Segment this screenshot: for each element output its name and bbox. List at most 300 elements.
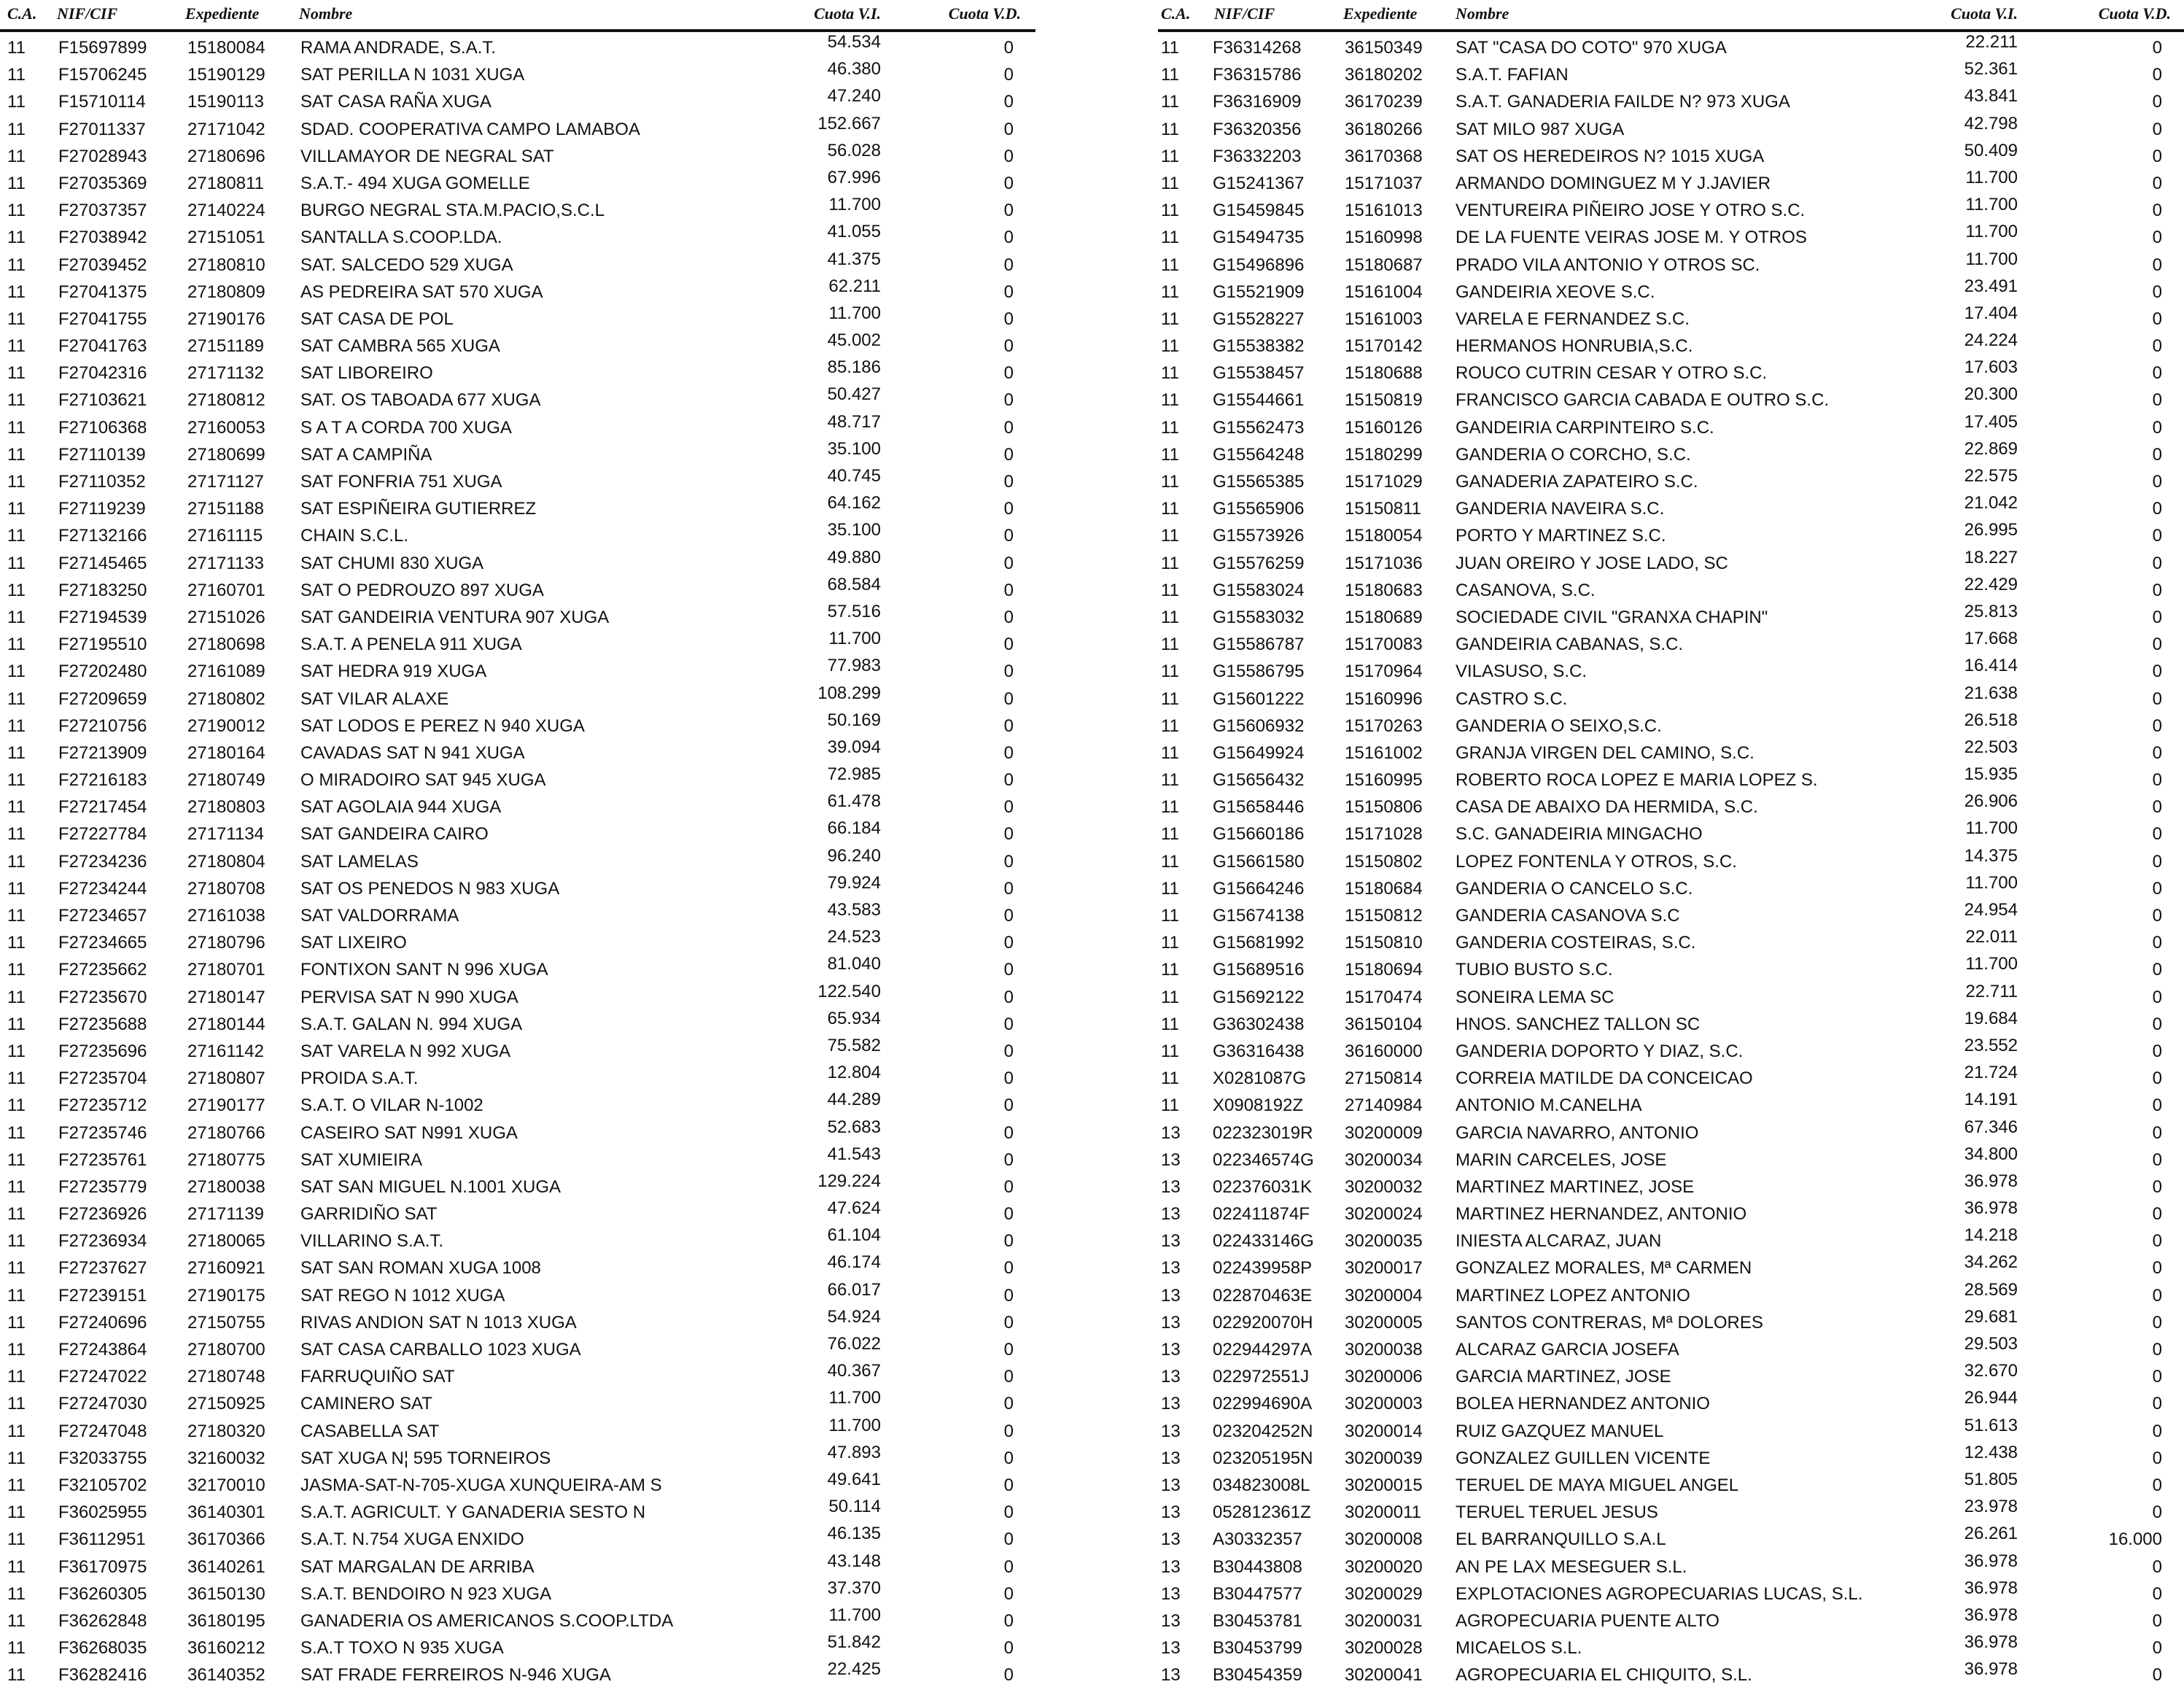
cell-nombre: MICAELOS S.L.: [1456, 1638, 1582, 1659]
table-row: [1158, 1334, 2184, 1361]
cell-ca: 11: [1161, 38, 1179, 58]
table-row: [0, 602, 1035, 629]
cell-nombre: SAT MILO 987 XUGA: [1456, 119, 1625, 139]
cell-nombre: SAT LODOS E PEREZ N 940 XUGA: [300, 715, 585, 736]
cell-ca: 11: [1161, 960, 1179, 980]
cell-ca: 11: [7, 1014, 26, 1034]
cell-cuota-vd: 0: [2152, 797, 2162, 818]
table-row: [1158, 954, 2184, 981]
cell-nif-cif: G15459845: [1213, 201, 1305, 221]
table-row: [0, 222, 1035, 249]
header-ca: C.A.: [1161, 4, 1191, 23]
table-row: [0, 114, 1035, 141]
cell-ca: 11: [7, 146, 26, 166]
cell-expediente: 15160995: [1345, 770, 1423, 791]
table-row: [0, 86, 1035, 113]
cell-nif-cif: F27243864: [58, 1340, 147, 1360]
cell-nif-cif: F36170975: [58, 1556, 147, 1577]
cell-expediente: 27190012: [187, 715, 265, 736]
cell-nombre: BOLEA HERNANDEZ ANTONIO: [1456, 1394, 1710, 1414]
cell-cuota-vd: 0: [2152, 906, 2162, 926]
table-row: [1158, 629, 2184, 656]
cell-nif-cif: F27227784: [58, 824, 147, 845]
cell-nif-cif: F27247030: [58, 1394, 147, 1414]
cell-cuota-vd: 0: [2152, 715, 2162, 736]
cell-nif-cif: G15606932: [1213, 715, 1305, 736]
cell-ca: 13: [1161, 1502, 1181, 1523]
cell-ca: 11: [1161, 282, 1179, 302]
cell-expediente: 36180195: [187, 1610, 265, 1631]
cell-cuota-vi: 11.700: [1965, 195, 2018, 215]
cell-cuota-vd: 0: [2152, 472, 2162, 492]
cell-cuota-vi: 61.478: [827, 791, 881, 812]
cell-ca: 13: [1161, 1231, 1181, 1252]
cell-cuota-vd: 0: [1003, 336, 1014, 357]
cell-nif-cif: 022972551J: [1213, 1367, 1310, 1387]
cell-cuota-vd: 0: [1003, 662, 1014, 682]
cell-nombre: SAT FONFRIA 751 XUGA: [300, 472, 502, 492]
cell-nombre: VENTUREIRA PIÑEIRO JOSE Y OTRO S.C.: [1456, 201, 1806, 221]
cell-cuota-vi: 37.370: [827, 1578, 881, 1598]
cell-ca: 11: [1161, 255, 1179, 275]
cell-ca: 11: [1161, 933, 1179, 953]
cell-expediente: 36180266: [1345, 119, 1423, 139]
cell-expediente: 15161002: [1345, 742, 1423, 763]
cell-cuota-vd: 0: [1003, 1421, 1014, 1441]
left-column: [0, 0, 1035, 1686]
cell-expediente: 27171042: [187, 119, 265, 139]
cell-cuota-vi: 47.240: [827, 86, 881, 106]
cell-cuota-vd: 0: [2152, 282, 2162, 302]
table-header: [1158, 0, 2184, 32]
cell-nif-cif: F36112951: [58, 1529, 146, 1550]
cell-nif-cif: G15661580: [1213, 851, 1305, 872]
cell-ca: 11: [7, 689, 26, 709]
cell-nombre: GANDERIA O CANCELO S.C.: [1456, 878, 1693, 899]
cell-ca: 11: [7, 1448, 26, 1468]
cell-cuota-vd: 0: [1003, 1204, 1014, 1225]
cell-nif-cif: F36315786: [1213, 65, 1302, 85]
table-row: [1158, 1524, 2184, 1551]
cell-nif-cif: F27039452: [58, 255, 147, 275]
cell-cuota-vi: 24.523: [827, 927, 881, 947]
cell-cuota-vi: 65.934: [827, 1008, 881, 1028]
table-row: [0, 276, 1035, 303]
cell-nif-cif: 023205195N: [1213, 1448, 1313, 1468]
cell-expediente: 27180810: [187, 255, 265, 275]
cell-cuota-vd: 0: [1003, 1367, 1014, 1387]
cell-expediente: 15171028: [1345, 824, 1423, 845]
cell-nombre: SOCIEDADE CIVIL "GRANXA CHAPIN": [1456, 607, 1768, 627]
cell-ca: 13: [1161, 1204, 1181, 1225]
cell-nif-cif: G15241367: [1213, 173, 1305, 193]
cell-nombre: GRANJA VIRGEN DEL CAMINO, S.C.: [1456, 742, 1754, 763]
cell-cuota-vd: 0: [2152, 878, 2162, 899]
cell-nif-cif: F36025955: [58, 1502, 147, 1523]
table-row: [0, 873, 1035, 900]
cell-cuota-vi: 76.022: [827, 1334, 881, 1354]
cell-ca: 11: [1161, 742, 1179, 763]
cell-nombre: HERMANOS HONRUBIA,S.C.: [1456, 336, 1693, 357]
cell-nombre: SAT HEDRA 919 XUGA: [300, 662, 487, 682]
cell-ca: 11: [7, 770, 26, 791]
cell-expediente: 36170368: [1345, 146, 1423, 166]
header-expediente: Expediente: [1343, 4, 1418, 23]
cell-nif-cif: F27041755: [58, 309, 147, 329]
cell-nombre: CAMINERO SAT: [300, 1394, 432, 1414]
cell-ca: 13: [1161, 1176, 1181, 1197]
cell-ca: 11: [1161, 363, 1179, 384]
cell-cuota-vi: 66.184: [827, 818, 881, 839]
cell-nif-cif: 052812361Z: [1213, 1502, 1311, 1523]
cell-ca: 11: [7, 580, 26, 600]
cell-ca: 13: [1161, 1665, 1181, 1686]
cell-nombre: VILLAMAYOR DE NEGRAL SAT: [300, 146, 554, 166]
cell-nif-cif: F27028943: [58, 146, 147, 166]
cell-nif-cif: F27235696: [58, 1041, 147, 1061]
cell-cuota-vi: 67.996: [827, 167, 881, 187]
cell-nif-cif: G15656432: [1213, 770, 1305, 791]
table-row: [1158, 764, 2184, 791]
cell-cuota-vi: 40.367: [827, 1361, 881, 1381]
cell-cuota-vi: 21.724: [1964, 1063, 2018, 1083]
cell-expediente: 27151051: [187, 228, 265, 248]
cell-nif-cif: F27234236: [58, 851, 147, 872]
cell-nif-cif: B30447577: [1213, 1583, 1302, 1604]
cell-ca: 11: [7, 1095, 26, 1116]
cell-cuota-vd: 0: [2152, 173, 2162, 193]
cell-nombre: GANDEIRIA XEOVE S.C.: [1456, 282, 1655, 302]
cell-nombre: SAT. SALCEDO 529 XUGA: [300, 255, 513, 275]
table-row: [1158, 1605, 2184, 1632]
cell-nif-cif: F36320356: [1213, 119, 1302, 139]
cell-expediente: 27180065: [187, 1231, 265, 1252]
table-row: [1158, 818, 2184, 845]
cell-expediente: 15170142: [1345, 336, 1423, 357]
cell-expediente: 36140352: [187, 1665, 265, 1686]
cell-cuota-vi: 129.224: [817, 1171, 881, 1191]
cell-nombre: EL BARRANQUILLO S.A.L: [1456, 1529, 1666, 1550]
cell-cuota-vi: 28.569: [1964, 1279, 2018, 1300]
cell-nombre: GANDERIA O SEIXO,S.C.: [1456, 715, 1662, 736]
cell-cuota-vi: 39.094: [827, 737, 881, 757]
cell-expediente: 30200041: [1345, 1665, 1423, 1686]
cell-expediente: 15150810: [1345, 933, 1423, 953]
cell-cuota-vd: 0: [2152, 1665, 2162, 1686]
cell-cuota-vi: 42.798: [1964, 113, 2018, 133]
cell-expediente: 30200004: [1345, 1285, 1423, 1306]
cell-expediente: 27160701: [187, 580, 265, 600]
cell-cuota-vi: 36.978: [1964, 1659, 2018, 1680]
cell-ca: 11: [7, 526, 26, 546]
cell-nif-cif: F27145465: [58, 553, 147, 573]
cell-nif-cif: G15692122: [1213, 987, 1305, 1007]
table-row: [1158, 1551, 2184, 1578]
cell-expediente: 15161013: [1345, 201, 1423, 221]
cell-ca: 13: [1161, 1556, 1181, 1577]
cell-nif-cif: 034823008L: [1213, 1475, 1310, 1495]
cell-expediente: 15180299: [1345, 444, 1423, 465]
table-row: [0, 1632, 1035, 1659]
cell-expediente: 15180684: [1345, 878, 1423, 899]
cell-cuota-vi: 36.978: [1964, 1632, 2018, 1653]
cell-cuota-vi: 22.711: [1965, 981, 2018, 1001]
cell-ca: 11: [7, 1556, 26, 1577]
cell-cuota-vi: 54.924: [827, 1306, 881, 1327]
cell-expediente: 32170010: [187, 1475, 265, 1495]
cell-expediente: 27180038: [187, 1176, 265, 1197]
cell-nombre: VILLARINO S.A.T.: [300, 1231, 444, 1252]
cell-ca: 11: [7, 553, 26, 573]
cell-nombre: AS PEDREIRA SAT 570 XUGA: [300, 282, 543, 302]
cell-ca: 11: [7, 1367, 26, 1387]
cell-cuota-vd: 0: [1003, 1638, 1014, 1659]
cell-expediente: 36160000: [1345, 1041, 1423, 1061]
cell-nif-cif: G15601222: [1213, 689, 1305, 709]
cell-cuota-vi: 35.100: [827, 438, 881, 459]
cell-nombre: CASTRO S.C.: [1456, 689, 1568, 709]
cell-cuota-vd: 0: [2152, 689, 2162, 709]
cell-cuota-vd: 0: [1003, 715, 1014, 736]
cell-expediente: 27190175: [187, 1285, 265, 1306]
cell-nif-cif: G15538457: [1213, 363, 1305, 384]
cell-nif-cif: F27035369: [58, 173, 147, 193]
cell-cuota-vd: 0: [2152, 92, 2162, 112]
cell-nif-cif: F36332203: [1213, 146, 1302, 166]
cell-nombre: GARCIA MARTINEZ, JOSE: [1456, 1367, 1671, 1387]
cell-nombre: CASA DE ABAIXO DA HERMIDA, S.C.: [1456, 797, 1758, 818]
cell-expediente: 30200035: [1345, 1231, 1423, 1252]
table-row: [1158, 1144, 2184, 1171]
cell-cuota-vd: 0: [1003, 1095, 1014, 1116]
cell-cuota-vi: 68.584: [827, 574, 881, 594]
table-row: [0, 1578, 1035, 1605]
cell-cuota-vd: 0: [2152, 851, 2162, 872]
cell-ca: 11: [7, 1149, 26, 1170]
cell-expediente: 36150104: [1345, 1014, 1423, 1034]
table-row: [0, 439, 1035, 466]
cell-cuota-vi: 40.745: [827, 466, 881, 486]
cell-cuota-vi: 22.869: [1964, 438, 2018, 459]
cell-expediente: 15150806: [1345, 797, 1423, 818]
cell-expediente: 27171134: [187, 824, 264, 845]
cell-expediente: 15150812: [1345, 906, 1423, 926]
cell-nombre: SAT OS PENEDOS N 983 XUGA: [300, 878, 560, 899]
cell-nif-cif: X0908192Z: [1213, 1095, 1304, 1116]
cell-nif-cif: G15496896: [1213, 255, 1305, 275]
cell-cuota-vd: 0: [1003, 309, 1014, 329]
table-row: [1158, 439, 2184, 466]
cell-ca: 11: [7, 1122, 26, 1143]
cell-expediente: 27190177: [187, 1095, 265, 1116]
cell-ca: 13: [1161, 1285, 1181, 1306]
cell-nombre: ARMANDO DOMINGUEZ M Y J.JAVIER: [1456, 173, 1771, 193]
cell-cuota-vd: 0: [1003, 553, 1014, 573]
cell-ca: 11: [7, 255, 26, 275]
cell-nombre: GARCIA NAVARRO, ANTONIO: [1456, 1122, 1699, 1143]
cell-cuota-vi: 34.262: [1964, 1252, 2018, 1273]
cell-cuota-vi: 44.289: [827, 1090, 881, 1110]
cell-cuota-vi: 36.978: [1964, 1605, 2018, 1625]
cell-nombre: LOPEZ FONTENLA Y OTROS, S.C.: [1456, 851, 1737, 872]
cell-cuota-vi: 34.800: [1964, 1144, 2018, 1164]
table-row: [0, 59, 1035, 86]
cell-ca: 13: [1161, 1475, 1181, 1495]
cell-expediente: 27180144: [187, 1014, 265, 1034]
cell-expediente: 30200038: [1345, 1340, 1423, 1360]
cell-cuota-vd: 0: [2152, 1556, 2162, 1577]
cell-nombre: S.A.T. O VILAR N-1002: [300, 1095, 483, 1116]
cell-nif-cif: F27236934: [58, 1231, 147, 1252]
cell-nombre: GANDERIA CASANOVA S.C: [1456, 906, 1680, 926]
cell-nif-cif: G15660186: [1213, 824, 1305, 845]
cell-nombre: SAT LAMELAS: [300, 851, 419, 872]
cell-ca: 11: [7, 987, 26, 1007]
cell-nif-cif: B30454359: [1213, 1665, 1302, 1686]
cell-cuota-vd: 0: [2152, 662, 2162, 682]
cell-expediente: 30200011: [1345, 1502, 1421, 1523]
cell-cuota-vd: 0: [1003, 1014, 1014, 1034]
table-row: [1158, 1225, 2184, 1252]
cell-nombre: ALCARAZ GARCIA JOSEFA: [1456, 1340, 1679, 1360]
cell-ca: 13: [1161, 1258, 1181, 1279]
cell-cuota-vi: 43.583: [827, 900, 881, 920]
cell-ca: 11: [7, 1502, 26, 1523]
cell-nombre: JASMA-SAT-N-705-XUGA XUNQUEIRA-AM S: [300, 1475, 662, 1495]
table-row: [1158, 32, 2184, 59]
cell-expediente: 27180699: [187, 444, 265, 465]
cell-ca: 11: [1161, 526, 1179, 546]
cell-nif-cif: G15544661: [1213, 390, 1305, 411]
cell-expediente: 27190176: [187, 309, 265, 329]
cell-cuota-vd: 0: [1003, 499, 1014, 519]
cell-cuota-vi: 22.011: [1965, 927, 2018, 947]
header-expediente: Expediente: [185, 4, 260, 23]
cell-ca: 11: [1161, 1069, 1179, 1089]
cell-cuota-vd: 0: [1003, 1041, 1014, 1061]
table-header: [0, 0, 1035, 32]
cell-cuota-vi: 11.700: [828, 1605, 881, 1625]
cell-expediente: 27151026: [187, 607, 265, 627]
cell-cuota-vi: 17.405: [1964, 411, 2018, 432]
table-row: [1158, 1117, 2184, 1144]
cell-nif-cif: G15528227: [1213, 309, 1305, 329]
table-row: [0, 1009, 1035, 1036]
cell-cuota-vi: 14.191: [1964, 1090, 2018, 1110]
cell-ca: 11: [1161, 987, 1179, 1007]
cell-expediente: 27180700: [187, 1340, 265, 1360]
table-body: [1158, 32, 2184, 1686]
cell-ca: 11: [7, 65, 26, 85]
cell-nif-cif: X0281087G: [1213, 1069, 1307, 1089]
cell-cuota-vi: 11.700: [1965, 954, 2018, 974]
cell-expediente: 30200009: [1345, 1122, 1423, 1143]
cell-expediente: 27180775: [187, 1149, 265, 1170]
table-row: [1158, 1416, 2184, 1443]
cell-nif-cif: 022870463E: [1213, 1285, 1313, 1306]
table-row: [1158, 141, 2184, 168]
cell-nombre: SAT XUMIEIRA: [300, 1149, 423, 1170]
cell-ca: 11: [7, 173, 26, 193]
cell-cuota-vi: 26.944: [1964, 1388, 2018, 1408]
cell-ca: 11: [1161, 878, 1179, 899]
cell-cuota-vi: 57.516: [827, 601, 881, 621]
cell-cuota-vd: 0: [2152, 390, 2162, 411]
cell-cuota-vd: 0: [2152, 960, 2162, 980]
cell-nombre: S.A.T.- 494 XUGA GOMELLE: [300, 173, 530, 193]
cell-nombre: DE LA FUENTE VEIRAS JOSE M. Y OTROS: [1456, 228, 1807, 248]
cell-expediente: 15160996: [1345, 689, 1423, 709]
cell-nombre: S A T A CORDA 700 XUGA: [300, 417, 512, 438]
cell-ca: 11: [1161, 146, 1179, 166]
table-row: [1158, 873, 2184, 900]
table-row: [1158, 1307, 2184, 1334]
cell-expediente: 27161089: [187, 662, 265, 682]
cell-cuota-vi: 47.624: [827, 1198, 881, 1219]
table-row: [0, 1470, 1035, 1497]
table-row: [0, 548, 1035, 575]
cell-nombre: GANADERIA ZAPATEIRO S.C.: [1456, 472, 1698, 492]
cell-cuota-vd: 0: [1003, 472, 1014, 492]
cell-cuota-vi: 79.924: [827, 872, 881, 893]
cell-expediente: 27180696: [187, 146, 265, 166]
cell-cuota-vd: 0: [1003, 1665, 1014, 1686]
cell-nif-cif: A30332357: [1213, 1529, 1302, 1550]
cell-nif-cif: F27216183: [58, 770, 147, 791]
cell-cuota-vd: 0: [1003, 1502, 1014, 1523]
cell-expediente: 36180202: [1345, 65, 1423, 85]
cell-nif-cif: F27234657: [58, 906, 147, 926]
cell-nombre: VILASUSO, S.C.: [1456, 662, 1588, 682]
table-row: [1158, 656, 2184, 683]
cell-expediente: 27171139: [187, 1204, 264, 1225]
table-row: [0, 1334, 1035, 1361]
table-row: [1158, 602, 2184, 629]
cell-cuota-vd: 0: [2152, 1095, 2162, 1116]
cell-cuota-vi: 36.978: [1964, 1578, 2018, 1598]
cell-nif-cif: F27041763: [58, 336, 147, 357]
cell-ca: 11: [7, 797, 26, 818]
cell-nombre: EXPLOTACIONES AGROPECUARIAS LUCAS, S.L.: [1456, 1583, 1863, 1604]
cell-ca: 13: [1161, 1638, 1181, 1659]
table-row: [0, 1036, 1035, 1063]
cell-expediente: 15190113: [187, 92, 264, 112]
cell-nif-cif: F32033755: [58, 1448, 147, 1468]
cell-cuota-vd: 0: [2152, 1149, 2162, 1170]
cell-cuota-vd: 0: [1003, 824, 1014, 845]
cell-expediente: 27180766: [187, 1122, 265, 1143]
table-row: [0, 1361, 1035, 1388]
cell-nombre: SAT FRADE FERREIROS N-946 XUGA: [300, 1665, 611, 1686]
cell-cuota-vd: 0: [2152, 201, 2162, 221]
cell-nif-cif: 022920070H: [1213, 1312, 1313, 1333]
cell-cuota-vi: 20.300: [1964, 384, 2018, 405]
cell-expediente: 27140224: [187, 201, 265, 221]
cell-cuota-vd: 0: [2152, 1176, 2162, 1197]
cell-cuota-vi: 22.575: [1964, 466, 2018, 486]
cell-nombre: SAT VARELA N 992 XUGA: [300, 1041, 511, 1061]
cell-nif-cif: G15573926: [1213, 526, 1305, 546]
cell-nif-cif: G15674138: [1213, 906, 1305, 926]
cell-nombre: SAT AGOLAIA 944 XUGA: [300, 797, 502, 818]
cell-ca: 13: [1161, 1529, 1181, 1550]
table-row: [1158, 1090, 2184, 1117]
cell-expediente: 15180694: [1345, 960, 1423, 980]
cell-expediente: 27150755: [187, 1312, 265, 1333]
cell-nombre: PROIDA S.A.T.: [300, 1069, 419, 1089]
cell-nombre: O MIRADOIRO SAT 945 XUGA: [300, 770, 546, 791]
cell-ca: 11: [7, 1610, 26, 1631]
